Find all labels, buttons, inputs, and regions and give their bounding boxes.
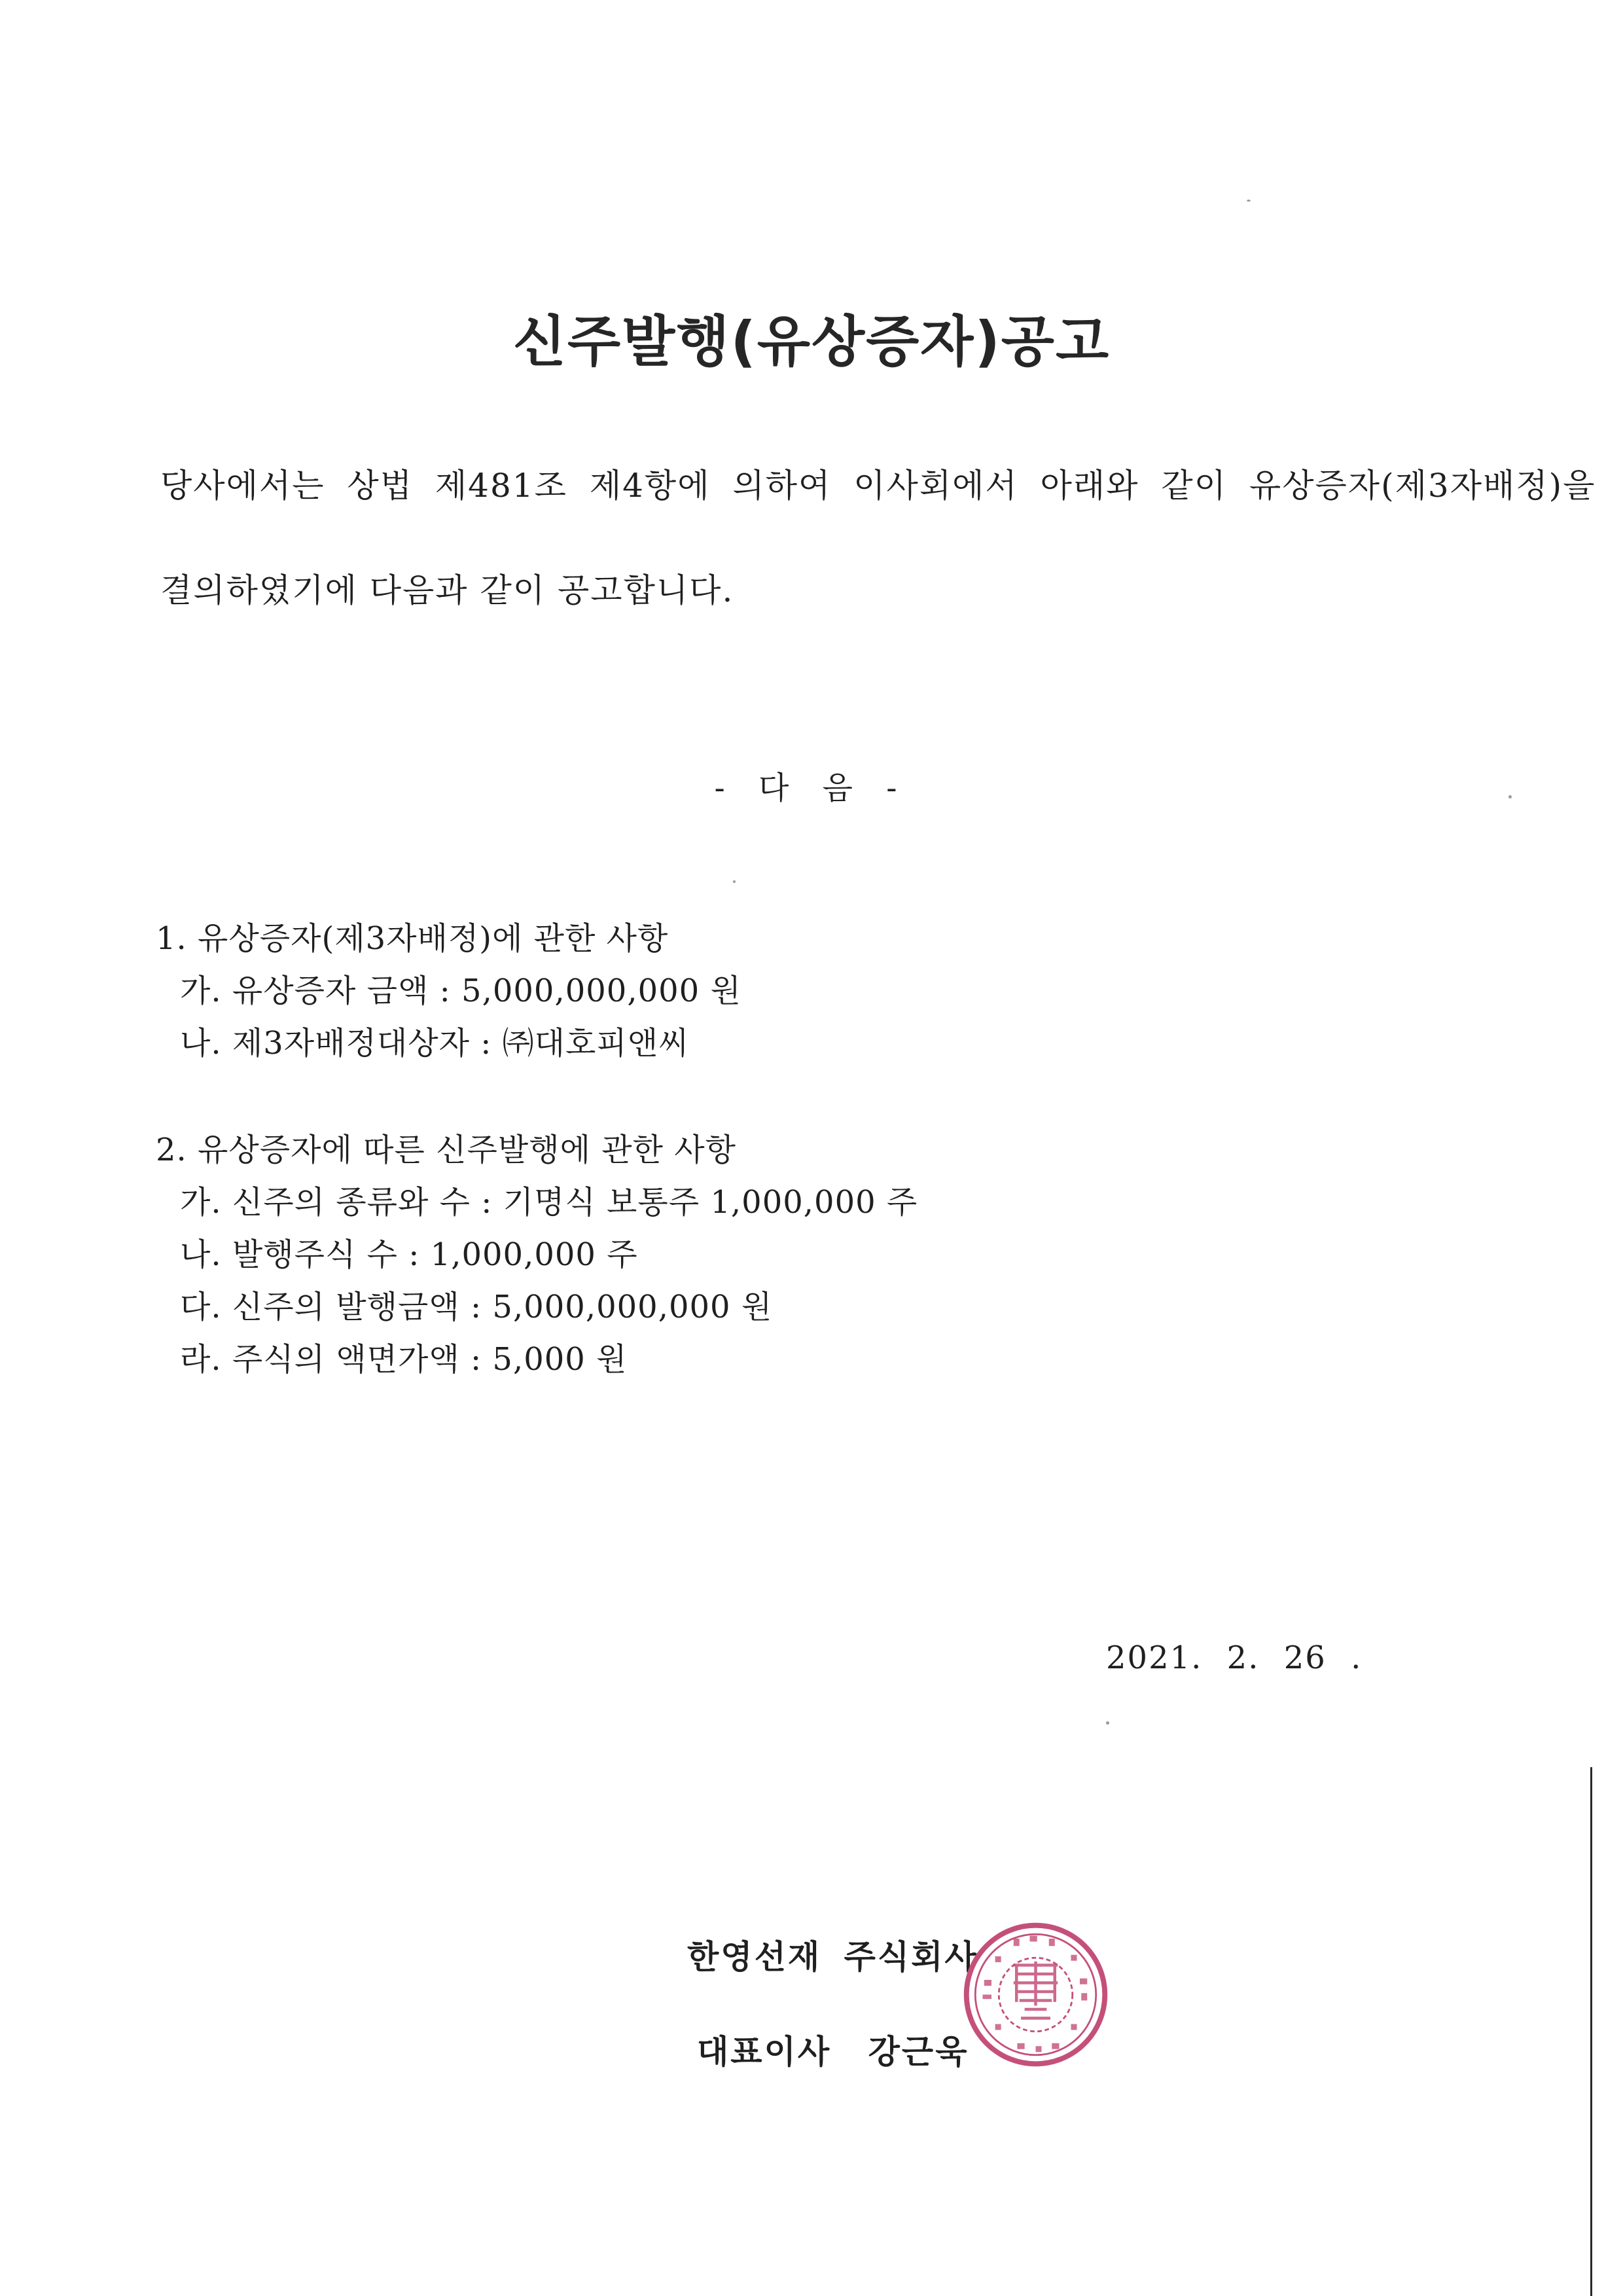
ceo-signature: 대표이사 강근욱	[697, 2033, 969, 2071]
scan-edge-line	[1590, 1767, 1592, 2296]
company-name: 한영선재 주식회사	[687, 1938, 978, 1976]
section-2-item-b: 나. 발행주식 수 : 1,000,000 주	[180, 1236, 638, 1273]
announcement-date: 2021. 2. 26 .	[1106, 1640, 1363, 1676]
section-1-heading: 1. 유상증자(제3자배정)에 관한 사항	[156, 920, 669, 957]
section-2-heading: 2. 유상증자에 따른 신주발행에 관한 사항	[156, 1132, 736, 1168]
intro-line-1: 당사에서는 상법 제481조 제4항에 의하여 이사회에서 아래와 같이 유상증자(제3자배정)을	[160, 467, 1596, 505]
section-2-item-d: 라. 주식의 액면가액 : 5,000 원	[180, 1341, 628, 1378]
document-title: 신주발행(유상증자)공고	[512, 310, 1111, 374]
section-2-item-a: 가. 신주의 종류와 수 : 기명식 보통주 1,000,000 주	[180, 1184, 918, 1221]
intro-line-2: 결의하였기에 다음과 같이 공고합니다.	[160, 571, 734, 609]
scan-speck	[733, 880, 736, 883]
company-seal-icon	[962, 1921, 1109, 2068]
section-1-item-a: 가. 유상증자 금액 : 5,000,000,000 원	[180, 973, 741, 1009]
scan-speck	[1106, 1721, 1109, 1725]
scan-speck	[1247, 200, 1251, 202]
section-1-item-b: 나. 제3자배정대상자 : ㈜대호피앤씨	[180, 1025, 690, 1062]
section-2-item-c: 다. 신주의 발행금액 : 5,000,000,000 원	[180, 1289, 773, 1325]
section-divider: - 다 음 -	[714, 770, 909, 806]
scan-speck	[1508, 795, 1512, 798]
